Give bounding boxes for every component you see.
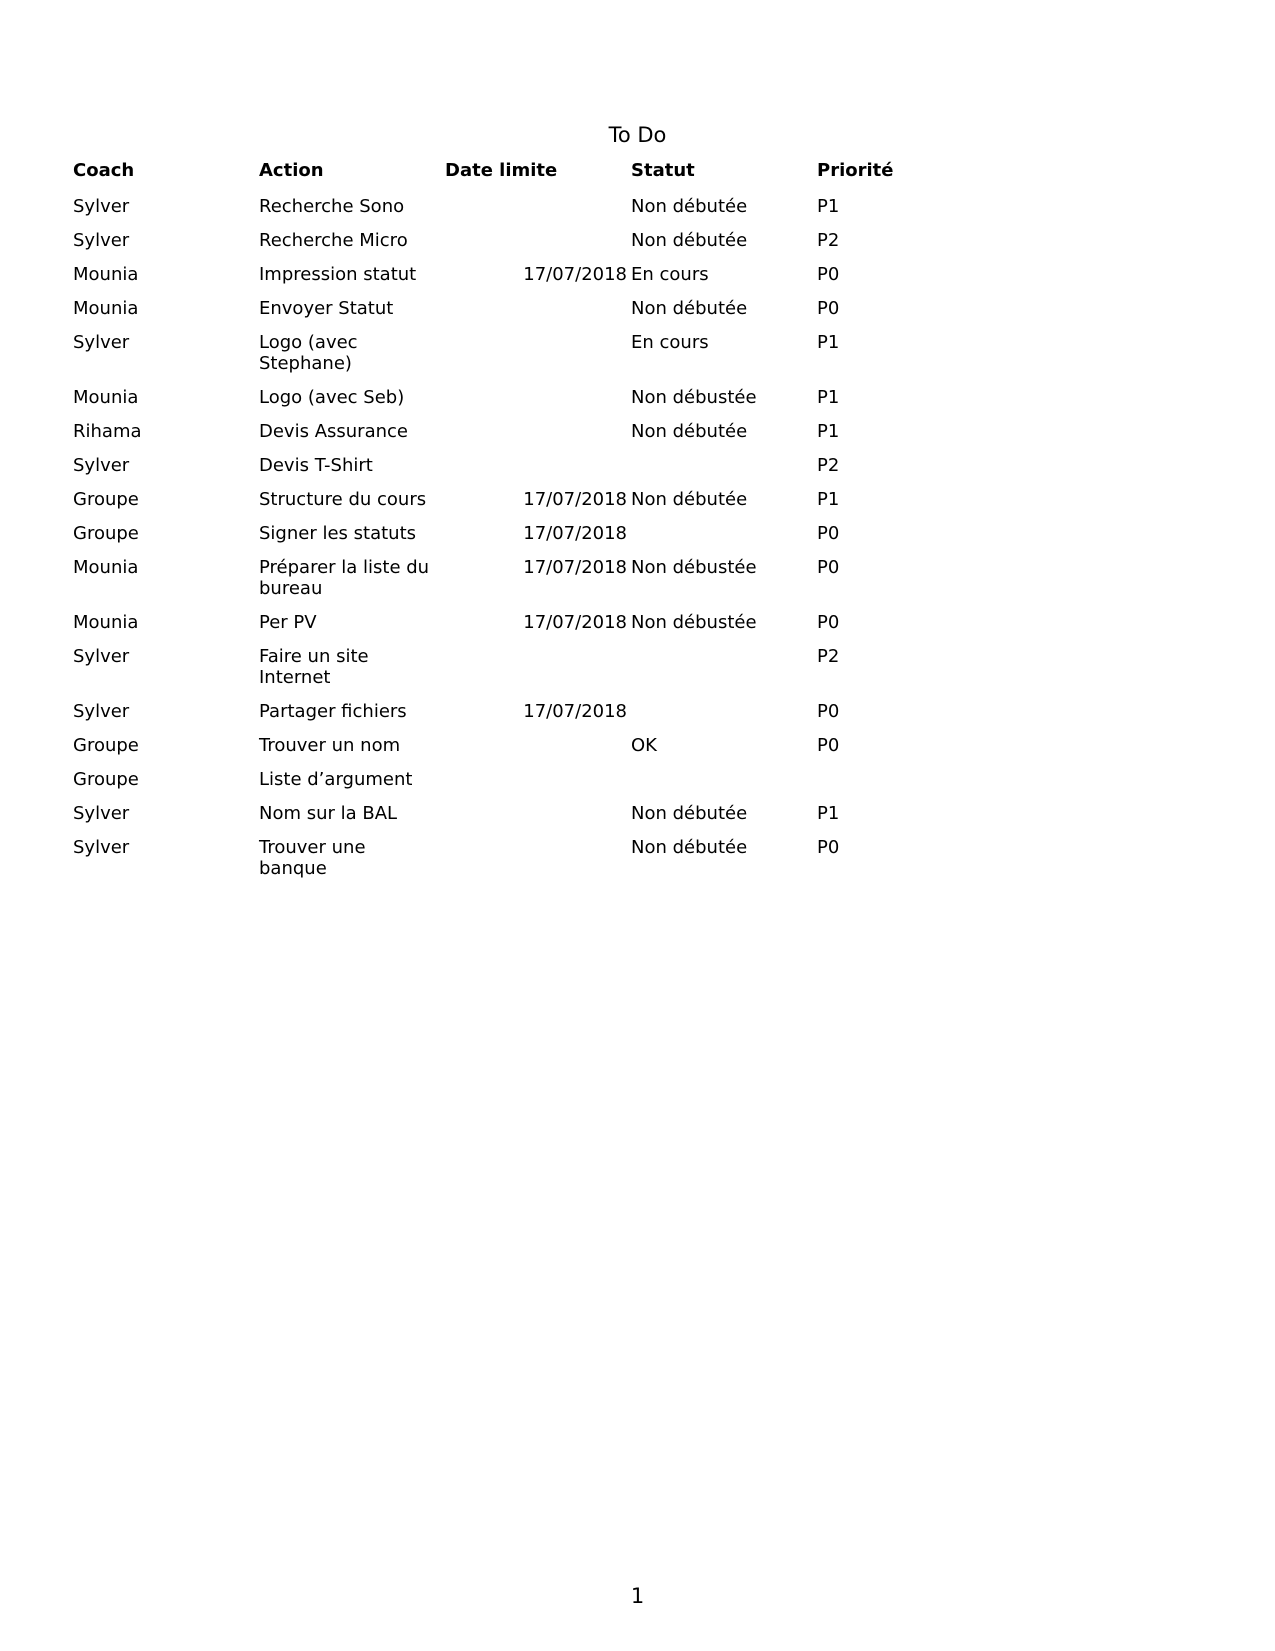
date-cell: 17/07/2018 <box>523 557 627 578</box>
action-cell: Per PV <box>259 612 317 633</box>
priority-cell: P1 <box>817 803 840 824</box>
status-cell: Non débustée <box>631 387 757 408</box>
priority-cell: P0 <box>817 612 840 633</box>
status-cell: OK <box>631 735 657 756</box>
action-cell: Trouver une banque <box>259 837 366 879</box>
action-cell: Structure du cours <box>259 489 427 510</box>
date-cell <box>445 384 631 418</box>
table-row <box>73 554 1003 609</box>
status-cell: Non débutée <box>631 421 748 442</box>
coach-cell: Mounia <box>73 612 139 633</box>
priority-cell: P0 <box>817 701 840 722</box>
date-cell: 17/07/2018 <box>523 523 627 544</box>
page-title: To Do <box>608 123 667 147</box>
table-row <box>73 261 1003 295</box>
date-cell: 17/07/2018 <box>523 489 627 510</box>
status-cell: Non débustée <box>631 557 757 578</box>
action-cell: Devis Assurance <box>259 421 408 442</box>
action-cell: Préparer la liste du bureau <box>259 557 430 599</box>
coach-cell: Groupe <box>73 769 139 790</box>
date-cell <box>445 193 631 227</box>
page-number: 1 <box>630 1584 645 1608</box>
status-cell <box>631 698 817 732</box>
table-header-row <box>73 160 1003 193</box>
coach-cell: Mounia <box>73 264 139 285</box>
coach-cell: Sylver <box>73 196 130 217</box>
coach-cell: Sylver <box>73 701 130 722</box>
table-row <box>73 732 1003 766</box>
date-cell <box>445 834 631 889</box>
priority-cell: P0 <box>817 523 840 544</box>
action-cell: Recherche Sono <box>259 196 405 217</box>
table-row <box>73 698 1003 732</box>
date-cell <box>445 766 631 800</box>
coach-cell: Mounia <box>73 387 139 408</box>
priority-cell: P1 <box>817 387 840 408</box>
priority-cell: P1 <box>817 421 840 442</box>
action-cell: Partager fichiers <box>259 701 407 722</box>
coach-cell: Sylver <box>73 646 130 667</box>
date-cell <box>445 295 631 329</box>
table-row <box>73 800 1003 834</box>
action-cell: Recherche Micro <box>259 230 408 251</box>
action-cell: Liste d’argument <box>259 769 413 790</box>
header-priority: Priorité <box>817 160 894 181</box>
priority-cell: P0 <box>817 557 840 578</box>
table-row <box>73 834 1003 889</box>
priority-cell: P0 <box>817 837 840 858</box>
header-date: Date limite <box>445 160 558 181</box>
priority-cell: P0 <box>817 298 840 319</box>
table-row <box>73 384 1003 418</box>
action-cell: Envoyer Statut <box>259 298 394 319</box>
table-row <box>73 227 1003 261</box>
priority-cell: P0 <box>817 264 840 285</box>
priority-cell: P2 <box>817 230 840 251</box>
coach-cell: Sylver <box>73 332 130 353</box>
priority-cell: P1 <box>817 489 840 510</box>
status-cell <box>631 520 817 554</box>
table-row <box>73 520 1003 554</box>
priority-cell: P0 <box>817 735 840 756</box>
coach-cell: Sylver <box>73 837 130 858</box>
table-row <box>73 609 1003 643</box>
table-row <box>73 486 1003 520</box>
coach-cell: Mounia <box>73 557 139 578</box>
coach-cell: Groupe <box>73 489 139 510</box>
table-row <box>73 329 1003 384</box>
action-cell: Nom sur la BAL <box>259 803 398 824</box>
coach-cell: Sylver <box>73 803 130 824</box>
date-cell <box>445 329 631 384</box>
coach-cell: Sylver <box>73 230 130 251</box>
date-cell: 17/07/2018 <box>523 264 627 285</box>
action-cell: Impression statut <box>259 264 417 285</box>
status-cell: En cours <box>631 332 709 353</box>
status-cell <box>631 766 817 800</box>
status-cell: Non débutée <box>631 489 748 510</box>
date-cell <box>445 418 631 452</box>
action-cell: Devis T-Shirt <box>259 455 373 476</box>
header-action: Action <box>259 160 324 181</box>
status-cell: Non débustée <box>631 612 757 633</box>
date-cell: 17/07/2018 <box>523 701 627 722</box>
status-cell <box>631 452 817 486</box>
date-cell <box>445 732 631 766</box>
action-cell: Faire un site Internet <box>259 646 369 688</box>
coach-cell: Rihama <box>73 421 142 442</box>
date-cell <box>445 643 631 698</box>
table-row <box>73 193 1003 227</box>
coach-cell: Groupe <box>73 735 139 756</box>
table-body <box>73 193 1003 889</box>
status-cell: Non débutée <box>631 298 748 319</box>
priority-cell: P2 <box>817 455 840 476</box>
date-cell <box>445 227 631 261</box>
table-row <box>73 295 1003 329</box>
action-cell: Logo (avec Seb) <box>259 387 405 408</box>
priority-cell: P1 <box>817 196 840 217</box>
date-cell: 17/07/2018 <box>523 612 627 633</box>
status-cell: En cours <box>631 264 709 285</box>
status-cell: Non débutée <box>631 837 748 858</box>
action-cell: Signer les statuts <box>259 523 416 544</box>
todo-table <box>73 160 1003 889</box>
priority-cell: P1 <box>817 332 840 353</box>
priority-cell: P2 <box>817 646 840 667</box>
priority-cell <box>817 766 1003 800</box>
header-coach: Coach <box>73 160 135 181</box>
status-cell: Non débutée <box>631 196 748 217</box>
action-cell: Trouver un nom <box>259 735 401 756</box>
table-row <box>73 452 1003 486</box>
status-cell: Non débutée <box>631 230 748 251</box>
action-cell: Logo (avec Stephane) <box>259 332 358 374</box>
header-status: Statut <box>631 160 695 181</box>
table-row <box>73 418 1003 452</box>
table-row <box>73 643 1003 698</box>
status-cell <box>631 643 817 698</box>
coach-cell: Sylver <box>73 455 130 476</box>
date-cell <box>445 452 631 486</box>
coach-cell: Mounia <box>73 298 139 319</box>
coach-cell: Groupe <box>73 523 139 544</box>
status-cell: Non débutée <box>631 803 748 824</box>
date-cell <box>445 800 631 834</box>
table-row <box>73 766 1003 800</box>
